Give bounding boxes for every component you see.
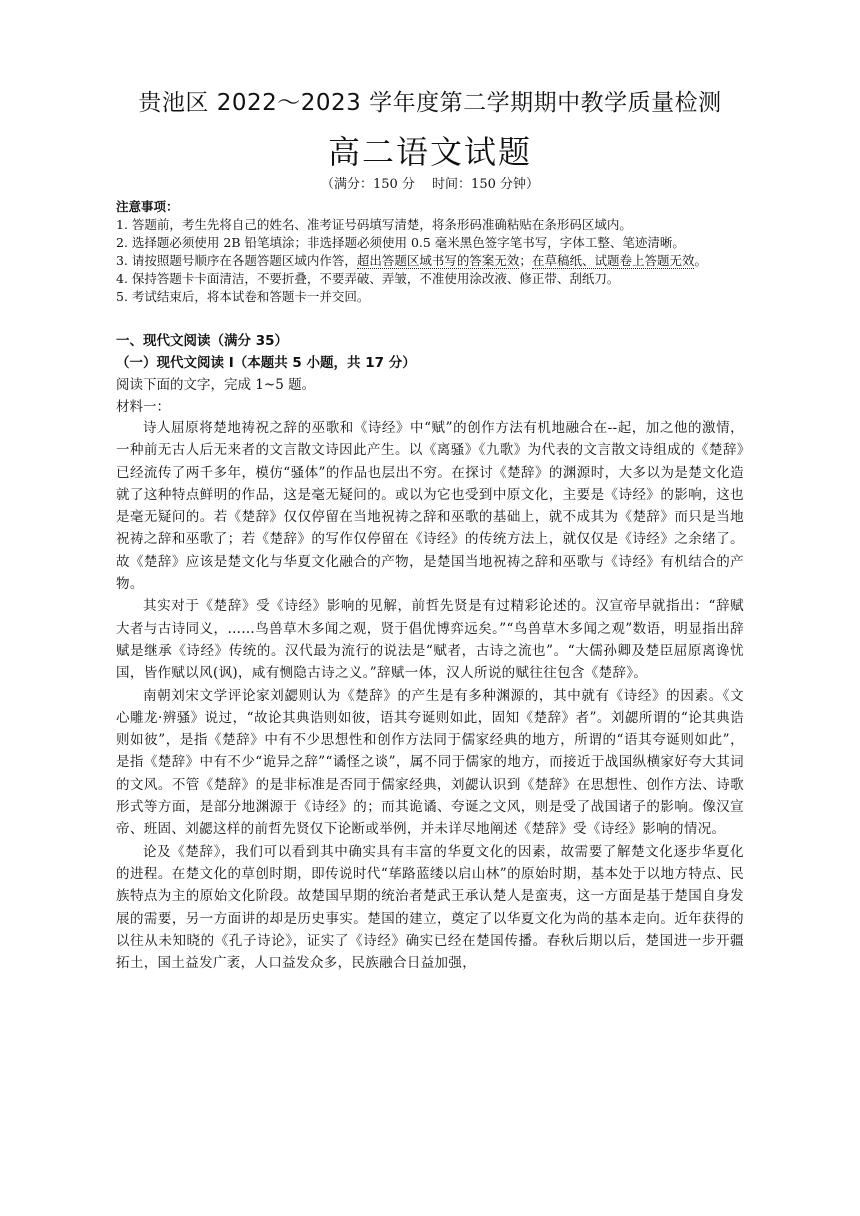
notes-label: 注意事项： — [116, 199, 179, 214]
notes-item-5: 5. 考试结束后，将本试卷和答题卡一并交回。 — [116, 289, 370, 304]
paragraph-3: 南朝刘宋文学评论家刘勰则认为《楚辞》的产生是有多种渊源的，其中就有《诗经》的因素。《文心雕龙·辨骚》说过，“故论其典诰则如彼，语其夸诞则如此，固知《楚辞》者”。刘勰所谓的“论其典诰则如彼”，是指《楚辞》中有不少思想性和创作方法同于儒家经典的地方，所谓的“语其夸诞则如此”，是指《楚辞》中有不少“诡异之辞”“谲怪之谈”，属不同于儒家的地方，而接近于战国纵横家好夸大其词的文风。不管《楚辞》的是非标准是否同于儒家经典，刘勰认识到《楚辞》在思想性、创作方法、诗歌形式等方面，是部分地渊源于《诗经》的；而其诡谲、夸诞之文风，则是受了战国诸子的影响。像汉宣帝、班固、刘勰这样的前哲先贤仅下论断或举例，并未详尽地阐述《楚辞》受《诗经》影响的情况。 — [116, 687, 744, 838]
paragraph-4: 论及《楚辞》，我们可以看到其中确实具有丰富的华夏文化的因素，故需要了解楚文化逐步华夏化的进程。在楚文化的草创时期，即传说时代“荜路蓝缕以启山林”的原始时期，基本处于以地方特点、民族特点为主的原始文化阶段。故楚国早期的统治者楚武王承认楚人是蛮夷，这一方面是基于楚国自身发展的需要，另一方面讲的却是历史事实。楚国的建立，奠定了以华夏文化为尚的基本走向。近年获得的以往从未知晓的《孔子诗论》，证实了《诗经》确实已经在楚国传播。春秋后期以后，楚国进一步开疆拓土，国土益发广袤，人口益发众多，民族融合日益加强， — [116, 843, 744, 972]
paragraph-2: 其实对于《楚辞》受《诗经》影响的见解，前哲先贤是有过精彩论述的。汉宣帝早就指出：“辞赋大者与古诗同义，……鸟兽草木多闻之观，贤于倡优博弈远矣。”“鸟兽草木多闻之观”数语，明显指出辞赋是继承《诗经》传统的。汉代最为流行的说法是“赋者，古诗之流也”。“大儒孙卿及楚臣屈原离谗忧国，皆作赋以风(讽)，咸有恻隐古诗之义。”辞赋一体，汉人所说的赋往往包含《楚辞》。 — [116, 598, 744, 682]
notes-item-3-prefix: 3. 请按照题号顺序在各题答题区域内作答， — [116, 253, 357, 268]
paragraph-1: 诗人屈原将楚地祷祝之辞的巫歌和《诗经》中“赋”的创作方法有机地融合在--起，加之他的激情，一种前无古人后无来者的文言散文诗因此产生。以《离骚》《九歌》为代表的文言散文诗组成的《楚辞》已经流传了两千多年，模仿“骚体”的作品也层出不穷。在探讨《楚辞》的渊源时，大多以为是楚文化造就了这种特点鲜明的作品，这是毫无疑问的。或以为它也受到中原文化，主要是《诗经》的影响，这也是毫无疑问的。若《楚辞》仅仅停留在当地祝祷之辞和巫歌的基础上，就不成其为《楚辞》而只是当地祝祷之辞和巫歌了；若《楚辞》的写作仅停留在《诗经》的传统方法上，就仅仅是《诗经》之余绪了。故《楚辞》应该是楚文化与华夏文化融合的产物，是楚国当地祝祷之辞和巫歌与《诗经》有机结合的产物。 — [116, 420, 744, 593]
notes-item-3-emphasis-2: 在草稿纸、试题卷上答题无效 — [531, 253, 695, 268]
notes-item-3 — [116, 252, 756, 270]
notes-item-3-suffix: 。 — [694, 253, 707, 268]
notes-item-3-emphasis-1: 超出答题区域书写的答案无效 — [356, 253, 520, 268]
section-instruction: 阅读下面的文字，完成 1~5 题。 — [116, 377, 316, 393]
notes-item-2: 2. 选择题必须使用 2B 铅笔填涂；非选择题必须使用 0.5 毫米黑色签字笔书写，字体工整、笔迹清晰。 — [116, 235, 685, 250]
notes-item-3-mid: ； — [519, 253, 532, 268]
notes-block — [116, 198, 756, 306]
exam-meta: （满分：150 分 时间：150 分钟） — [320, 177, 540, 192]
notes-item-4: 4. 保持答题卡卡面清洁，不要折叠，不要弄破、弄皱，不准使用涂改液、修正带、刮纸刀。 — [116, 271, 620, 286]
exam-title: 高二语文试题 — [327, 133, 532, 171]
material-body — [116, 417, 744, 974]
section-heading: 一、现代文阅读（满分 35） — [116, 333, 288, 349]
notes-item-1: 1. 答题前，考生先将自己的姓名、准考证号码填写清楚，将条形码准确粘贴在条形码区域内。 — [116, 217, 632, 232]
section-subheading: （一）现代文阅读 I（本题共 5 小题，共 17 分） — [116, 355, 416, 371]
material-label: 材料一： — [116, 399, 170, 415]
school-title: 贵池区 2022～2023 学年度第二学期期中教学质量检测 — [138, 90, 722, 116]
